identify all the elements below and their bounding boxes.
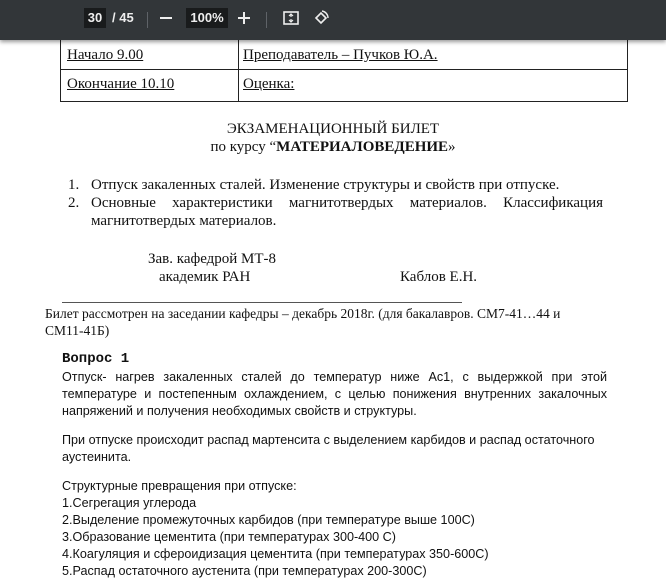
page-total: / 45 — [112, 10, 134, 25]
paragraph-line: При отпуске происходит распад мартенсита с выделением карбидов и распад остаточного — [62, 433, 595, 447]
course-prefix: по курсу “ — [210, 139, 277, 155]
page-number-input[interactable]: 30 — [84, 8, 106, 28]
fit-page-icon[interactable] — [281, 8, 301, 28]
question-text: Основные характеристики магнитотвердых материалов. Классификация — [91, 195, 603, 211]
ticket-title: ЭКЗАМЕНАЦИОННЫЙ БИЛЕТ — [226, 121, 440, 137]
head-name: Каблов Е.Н. — [400, 269, 478, 285]
list-item: 5.Распад остаточного аустенита (при температурах 200-300С) — [62, 564, 427, 578]
course-line — [0, 139, 666, 156]
zoom-out-icon[interactable] — [156, 8, 176, 28]
approval-note-cont: СМ11-41Б) — [45, 323, 110, 338]
zoom-level-input[interactable]: 100% — [186, 8, 228, 28]
divider — [62, 302, 462, 303]
approval-note: Билет рассмотрен на заседании кафедры – декабрь 2018г. (для бакалавров. СМ7-41…44 и — [45, 306, 561, 321]
course-suffix: » — [448, 139, 456, 155]
answer-heading: Вопрос 1 — [62, 351, 130, 367]
paragraph-line: температуре и постепенным охлаждением, с целью понижения внутренних закалочных — [62, 387, 607, 401]
teacher: Преподаватель – Пучков Ю.А. — [243, 47, 438, 63]
list-item: 2.Выделение промежуточных карбидов (при температуре выше 100С) — [62, 513, 475, 527]
course-name: МАТЕРИАЛОВЕДЕНИЕ — [276, 139, 449, 155]
list-item: 4.Коагуляция и сфероидизация цементита (при температурах 350-600С) — [62, 547, 489, 561]
head-title: Зав. кафедрой МТ-8 — [148, 251, 277, 267]
paragraph-line: напряжений и получения необходимых свойств и структуры. — [62, 404, 417, 418]
list-title: Структурные превращения при отпуске: — [62, 479, 297, 493]
question-text-cont: магнитотвердых материалов. — [91, 213, 277, 229]
question-number: 2. — [68, 195, 80, 211]
paragraph-line: аустеинита. — [62, 450, 132, 464]
end-time: Окончание 10.10 — [67, 76, 175, 92]
question-number: 1. — [68, 177, 80, 193]
paragraph-line: Отпуск- нагрев закаленных сталей до температур ниже Ас1, с выдержкой при этой — [62, 370, 607, 384]
list-item: 1.Сегрегация углерода — [62, 496, 197, 510]
zoom-in-icon[interactable] — [234, 8, 254, 28]
start-time: Начало 9.00 — [67, 47, 144, 63]
pdf-toolbar — [0, 0, 666, 40]
divider — [266, 12, 267, 28]
list-item: 3.Образование цементита (при температурах 300-400 С) — [62, 530, 396, 544]
rotate-icon[interactable] — [311, 8, 331, 28]
grade: Оценка: — [243, 76, 295, 92]
question-text: Отпуск закаленных сталей. Изменение структуры и свойств при отпуске. — [91, 177, 560, 193]
divider — [147, 12, 148, 28]
head-rank: академик РАН — [159, 269, 251, 285]
